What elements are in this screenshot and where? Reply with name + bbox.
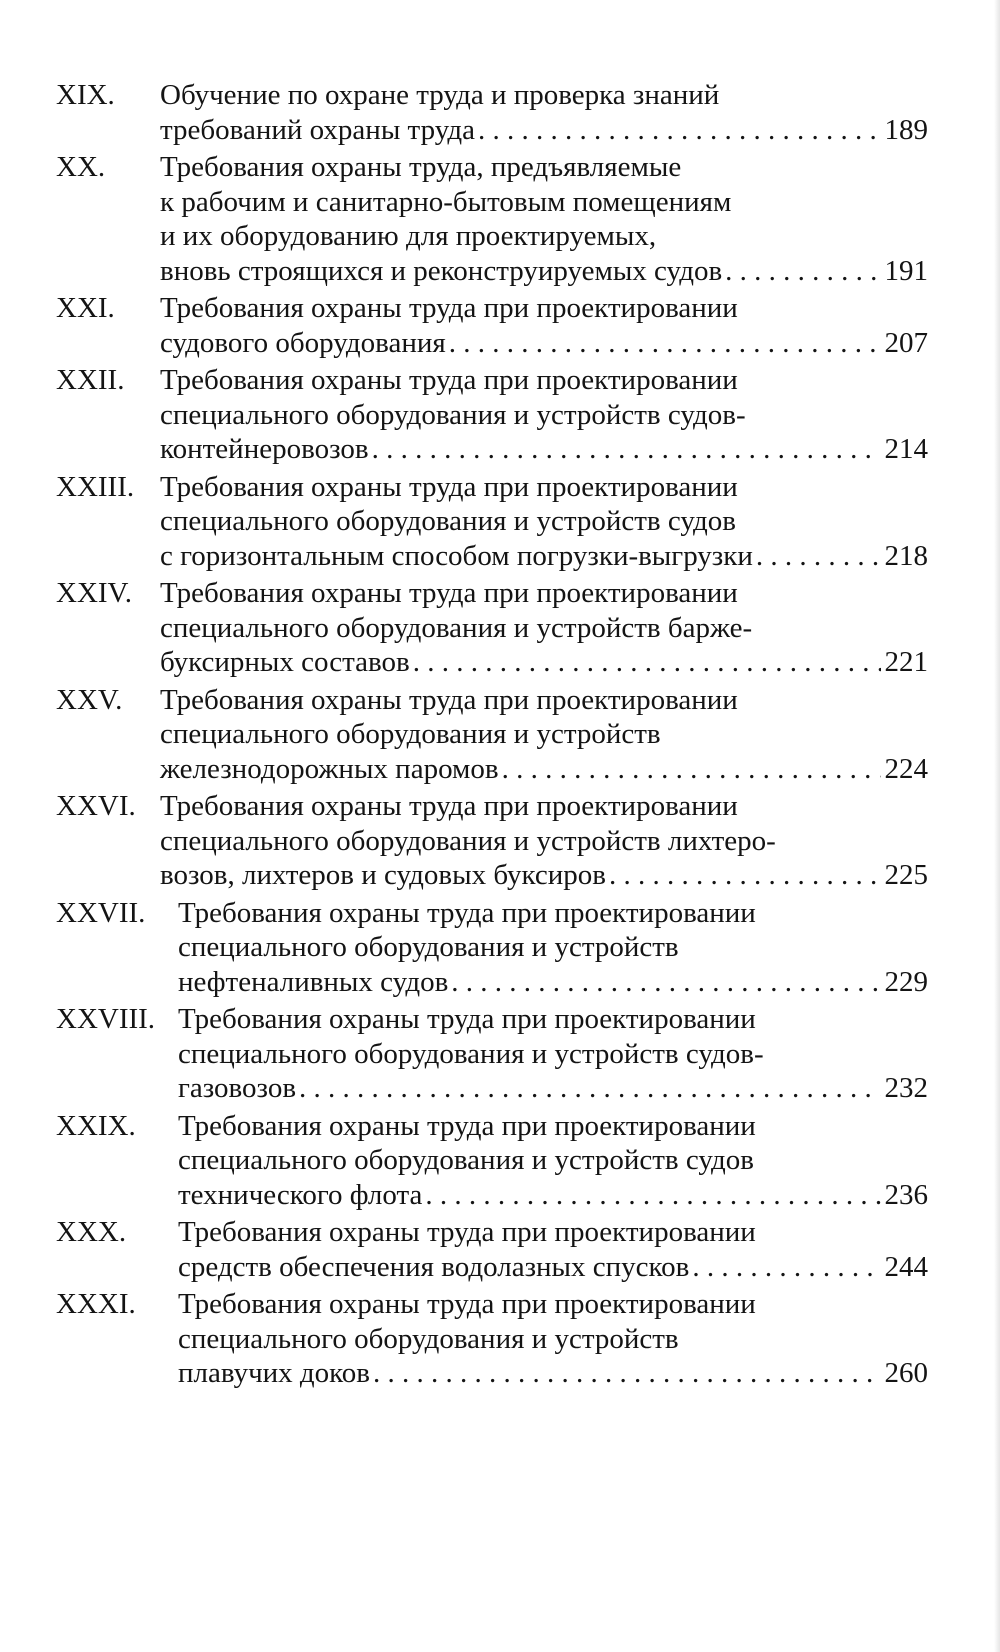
toc-entry-title-line: Требования охраны труда при проектировании (160, 470, 738, 503)
toc-entry-title (160, 291, 928, 360)
toc-entry-number: XXX. (56, 1216, 127, 1248)
dot-leader (692, 1250, 880, 1285)
toc-entry (56, 1109, 928, 1213)
toc-entry-title-line: буксирных составов (160, 646, 410, 678)
toc-entry (56, 291, 928, 360)
toc-entry-last-line (178, 1250, 928, 1285)
dot-leader (449, 326, 881, 361)
toc-entry-title-line: специального оборудования и устройств судов- (160, 398, 746, 431)
toc-entry-title-line: специального оборудования и устройств лихтеро- (160, 824, 776, 857)
toc-page-number: 207 (884, 326, 928, 359)
toc-entry-title-line: специального оборудования и устройств (160, 718, 661, 750)
toc-entry-last-line (160, 752, 928, 787)
toc-entry-number: XXIX. (56, 1109, 136, 1142)
toc-page-number: 225 (884, 859, 928, 891)
toc-entry-title-line: газовозов (178, 1072, 297, 1104)
toc-entry-title-line: к рабочим и санитарно-бытовым помещениям (160, 185, 732, 218)
toc-entry-last-line (160, 326, 928, 361)
dot-leader (609, 858, 881, 893)
toc-entry-last-line (160, 254, 928, 289)
toc-entry-title-line: требований охраны труда (160, 113, 475, 146)
toc-entry (56, 896, 928, 1000)
toc-page-number: 214 (884, 433, 928, 465)
toc-entry-title-line: и их оборудованию для проектируемых, (160, 220, 657, 252)
toc-entry-title-line: Обучение по охране труда и проверка знаний (160, 79, 720, 111)
toc-entry-title-line: железнодорожных паромов (160, 752, 499, 785)
toc-entry-number: XXVII. (56, 896, 146, 929)
toc-entry-last-line (160, 432, 928, 467)
toc-page-number: 236 (884, 1178, 928, 1211)
dot-leader (425, 1178, 880, 1213)
toc-entry-last-line (178, 1071, 928, 1106)
toc-entry-last-line (178, 1356, 928, 1391)
toc-entry-number: XXII. (56, 364, 125, 396)
toc-entry-title-line: Требования охраны труда при проектировании (160, 292, 738, 324)
toc-entry-title-line: специального оборудования и устройств (178, 931, 679, 963)
toc-entry-last-line (178, 1178, 928, 1213)
toc-entry-title-line: специального оборудования и устройств судов (178, 1144, 754, 1176)
toc-entry-title-line: Требования охраны труда, предъявляемые (160, 151, 682, 183)
toc-entry-title (160, 576, 928, 680)
toc-entry (56, 1002, 928, 1106)
toc-entry-title (160, 470, 928, 574)
toc-page-number: 232 (884, 1072, 928, 1104)
toc-entry-title-line: вновь строящихся и реконструируемых судов (160, 254, 723, 287)
dot-leader (756, 539, 881, 574)
dot-leader (373, 1356, 881, 1391)
toc-entry (56, 150, 928, 288)
toc-entry-number: XXV. (56, 683, 123, 716)
toc-entry (56, 470, 928, 574)
toc-entry-title-line: Требования охраны труда при проектировании (160, 790, 738, 822)
table-of-contents (56, 78, 928, 1394)
toc-page-number: 244 (884, 1250, 928, 1283)
toc-page-number: 218 (884, 539, 928, 572)
page-edge-shadow (994, 0, 1000, 1652)
toc-entry-title-line: специального оборудования и устройств барже- (160, 611, 753, 644)
dot-leader (725, 254, 880, 289)
toc-entry-title-line: специального оборудования и устройств (178, 1322, 679, 1355)
toc-entry-title-line: средств обеспечения водолазных спусков (178, 1250, 690, 1283)
toc-entry-title (160, 683, 928, 787)
toc-entry-title (160, 78, 928, 147)
toc-page-number: 224 (884, 752, 928, 785)
toc-entry-last-line (178, 965, 928, 1000)
toc-entry-title (178, 896, 928, 1000)
toc-entry-title-line: Требования охраны труда при проектировании (178, 1288, 756, 1320)
toc-entry-number: XXIV. (56, 577, 132, 609)
toc-entry-number: XXVIII. (56, 1003, 156, 1035)
toc-entry-title-line: Требования охраны труда при проектировании (160, 364, 738, 396)
toc-entry (56, 1287, 928, 1391)
toc-entry-last-line (160, 113, 928, 148)
toc-entry (56, 78, 928, 147)
toc-entry-title-line: Требования охраны труда при проектировании (160, 683, 738, 716)
toc-entry (56, 363, 928, 467)
toc-page-number: 189 (884, 113, 928, 146)
toc-page-number: 191 (884, 254, 928, 287)
dot-leader (502, 752, 881, 787)
toc-entry (56, 683, 928, 787)
toc-entry-last-line (160, 645, 928, 680)
toc-entry-title-line: возов, лихтеров и судовых буксиров (160, 859, 606, 891)
dot-leader (451, 965, 880, 1000)
toc-entry-title-line: специального оборудования и устройств судов- (178, 1037, 764, 1070)
toc-entry-title (178, 1215, 928, 1284)
dot-leader (478, 113, 881, 148)
toc-entry-title (160, 363, 928, 467)
toc-entry-number: XX. (56, 151, 106, 183)
dot-leader (299, 1071, 880, 1106)
toc-entry-title-line: Требования охраны труда при проектировании (178, 1003, 756, 1035)
toc-entry-title (178, 1002, 928, 1106)
toc-entry-title-line: судового оборудования (160, 326, 446, 359)
toc-entry (56, 789, 928, 893)
toc-page-number: 260 (884, 1357, 928, 1389)
toc-entry-title-line: Требования охраны труда при проектировании (178, 1216, 756, 1248)
toc-entry-number: XXXI. (56, 1288, 136, 1320)
toc-entry-title-line: Требования охраны труда при проектировании (178, 896, 756, 929)
dot-leader (372, 432, 881, 467)
toc-entry-title-line: технического флота (178, 1178, 423, 1211)
toc-entry-title-line: плавучих доков (178, 1357, 370, 1389)
toc-entry-title-line: Требования охраны труда при проектировании (160, 577, 738, 609)
toc-entry-title-line: нефтеналивных судов (178, 965, 449, 998)
toc-page-number: 221 (884, 646, 928, 678)
toc-entry-number: XIX. (56, 79, 115, 111)
toc-entry-number: XXVI. (56, 790, 136, 822)
toc-entry-title-line: контейнеровозов (160, 433, 369, 465)
toc-page-number: 229 (884, 965, 928, 998)
toc-entry-number: XXIII. (56, 470, 135, 503)
toc-entry-title (160, 789, 928, 893)
toc-entry (56, 576, 928, 680)
dot-leader (413, 645, 881, 680)
toc-entry-title-line: с горизонтальным способом погрузки-выгрузки (160, 539, 753, 572)
toc-entry-title (178, 1287, 928, 1391)
toc-entry-title-line: специального оборудования и устройств судов (160, 505, 736, 537)
toc-entry-title (160, 150, 928, 288)
toc-entry-last-line (160, 858, 928, 893)
toc-entry-last-line (160, 539, 928, 574)
toc-entry-title (178, 1109, 928, 1213)
toc-entry-title-line: Требования охраны труда при проектировании (178, 1109, 756, 1142)
toc-entry (56, 1215, 928, 1284)
toc-entry-number: XXI. (56, 292, 115, 324)
